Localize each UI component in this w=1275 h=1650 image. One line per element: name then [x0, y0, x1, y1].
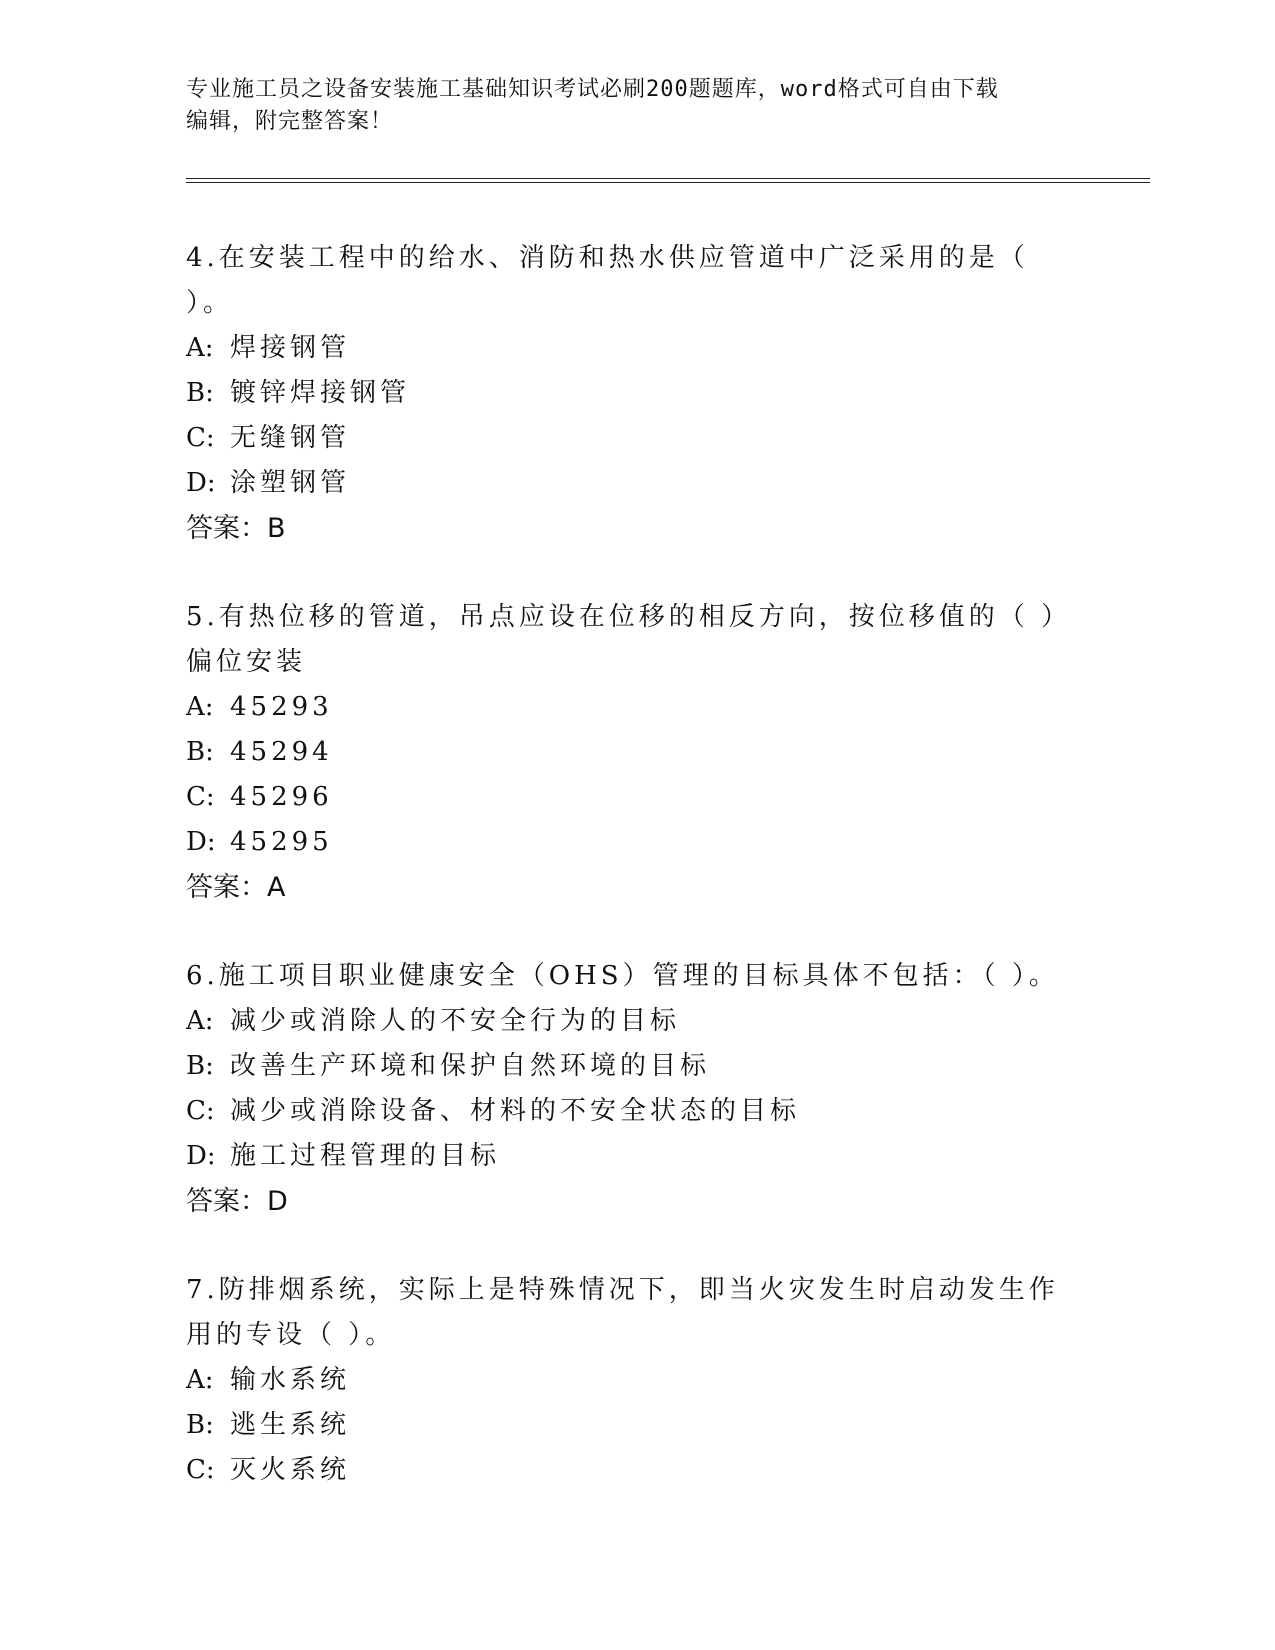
option-text: 45294	[230, 737, 333, 767]
option-c	[186, 416, 1086, 461]
option-c	[186, 1089, 1086, 1134]
page-header	[186, 74, 1086, 138]
option-text: 45296	[230, 782, 333, 812]
option-letter: D:	[186, 1141, 216, 1171]
answer-line: 答案：A	[186, 872, 286, 903]
option-letter: C:	[186, 423, 215, 453]
option-letter: D:	[186, 827, 216, 857]
option-a	[186, 999, 1086, 1044]
option-text: 减少或消除设备、材料的不安全状态的目标	[230, 1096, 801, 1126]
header-line-2: 编辑，附完整答案！	[186, 109, 394, 134]
option-text: 灭火系统	[230, 1455, 351, 1485]
header-rule-top	[186, 178, 1150, 179]
option-a	[186, 326, 1086, 371]
option-d	[186, 461, 1086, 506]
question-stem: 7.防排烟系统，实际上是特殊情况下，即当火灾发生时启动发生作用的专设（ ）。	[186, 1275, 1059, 1350]
option-letter: A:	[186, 1365, 214, 1395]
option-letter: B:	[186, 1410, 214, 1440]
option-a	[186, 1358, 1086, 1403]
option-text: 改善生产环境和保护自然环境的目标	[230, 1051, 711, 1081]
option-letter: B:	[186, 737, 214, 767]
option-b	[186, 1044, 1086, 1089]
option-letter: C:	[186, 1096, 215, 1126]
question-7	[186, 1268, 1086, 1493]
question-6	[186, 954, 1086, 1224]
option-letter: B:	[186, 378, 214, 408]
question-4	[186, 236, 1086, 551]
option-d	[186, 820, 1086, 865]
option-c	[186, 775, 1086, 820]
option-letter: B:	[186, 1051, 214, 1081]
option-text: 焊接钢管	[230, 333, 351, 363]
option-text: 施工过程管理的目标	[230, 1141, 501, 1171]
question-stem: 5.有热位移的管道，吊点应设在位移的相反方向，按位移值的（ ）偏位安装	[186, 602, 1072, 677]
option-text: 输水系统	[230, 1365, 351, 1395]
header-rule-bottom	[186, 182, 1150, 183]
option-letter: C:	[186, 1455, 215, 1485]
option-letter: A:	[186, 1006, 214, 1036]
option-text: 无缝钢管	[230, 423, 351, 453]
question-list	[186, 236, 1086, 1537]
option-text: 涂塑钢管	[230, 468, 351, 498]
option-text: 45295	[230, 827, 333, 857]
option-b	[186, 1403, 1086, 1448]
option-text: 45293	[230, 692, 333, 722]
question-stem: 6.施工项目职业健康安全（OHS）管理的目标具体不包括：（ ）。	[186, 961, 1059, 991]
option-text: 逃生系统	[230, 1410, 351, 1440]
header-line-1: 专业施工员之设备安装施工基础知识考试必刷200题题库，word格式可自由下载	[186, 77, 999, 102]
option-text: 镀锌焊接钢管	[230, 378, 411, 408]
option-d	[186, 1134, 1086, 1179]
option-letter: C:	[186, 782, 215, 812]
option-letter: A:	[186, 333, 214, 363]
option-c	[186, 1448, 1086, 1493]
option-a	[186, 685, 1086, 730]
answer-line: 答案：D	[186, 1186, 288, 1217]
question-stem: 4.在安装工程中的给水、消防和热水供应管道中广泛采用的是（ ）。	[186, 243, 1029, 318]
answer-line: 答案：B	[186, 513, 286, 544]
option-text: 减少或消除人的不安全行为的目标	[230, 1006, 681, 1036]
option-letter: D:	[186, 468, 216, 498]
option-b	[186, 371, 1086, 416]
question-5	[186, 595, 1086, 910]
option-letter: A:	[186, 692, 214, 722]
option-b	[186, 730, 1086, 775]
